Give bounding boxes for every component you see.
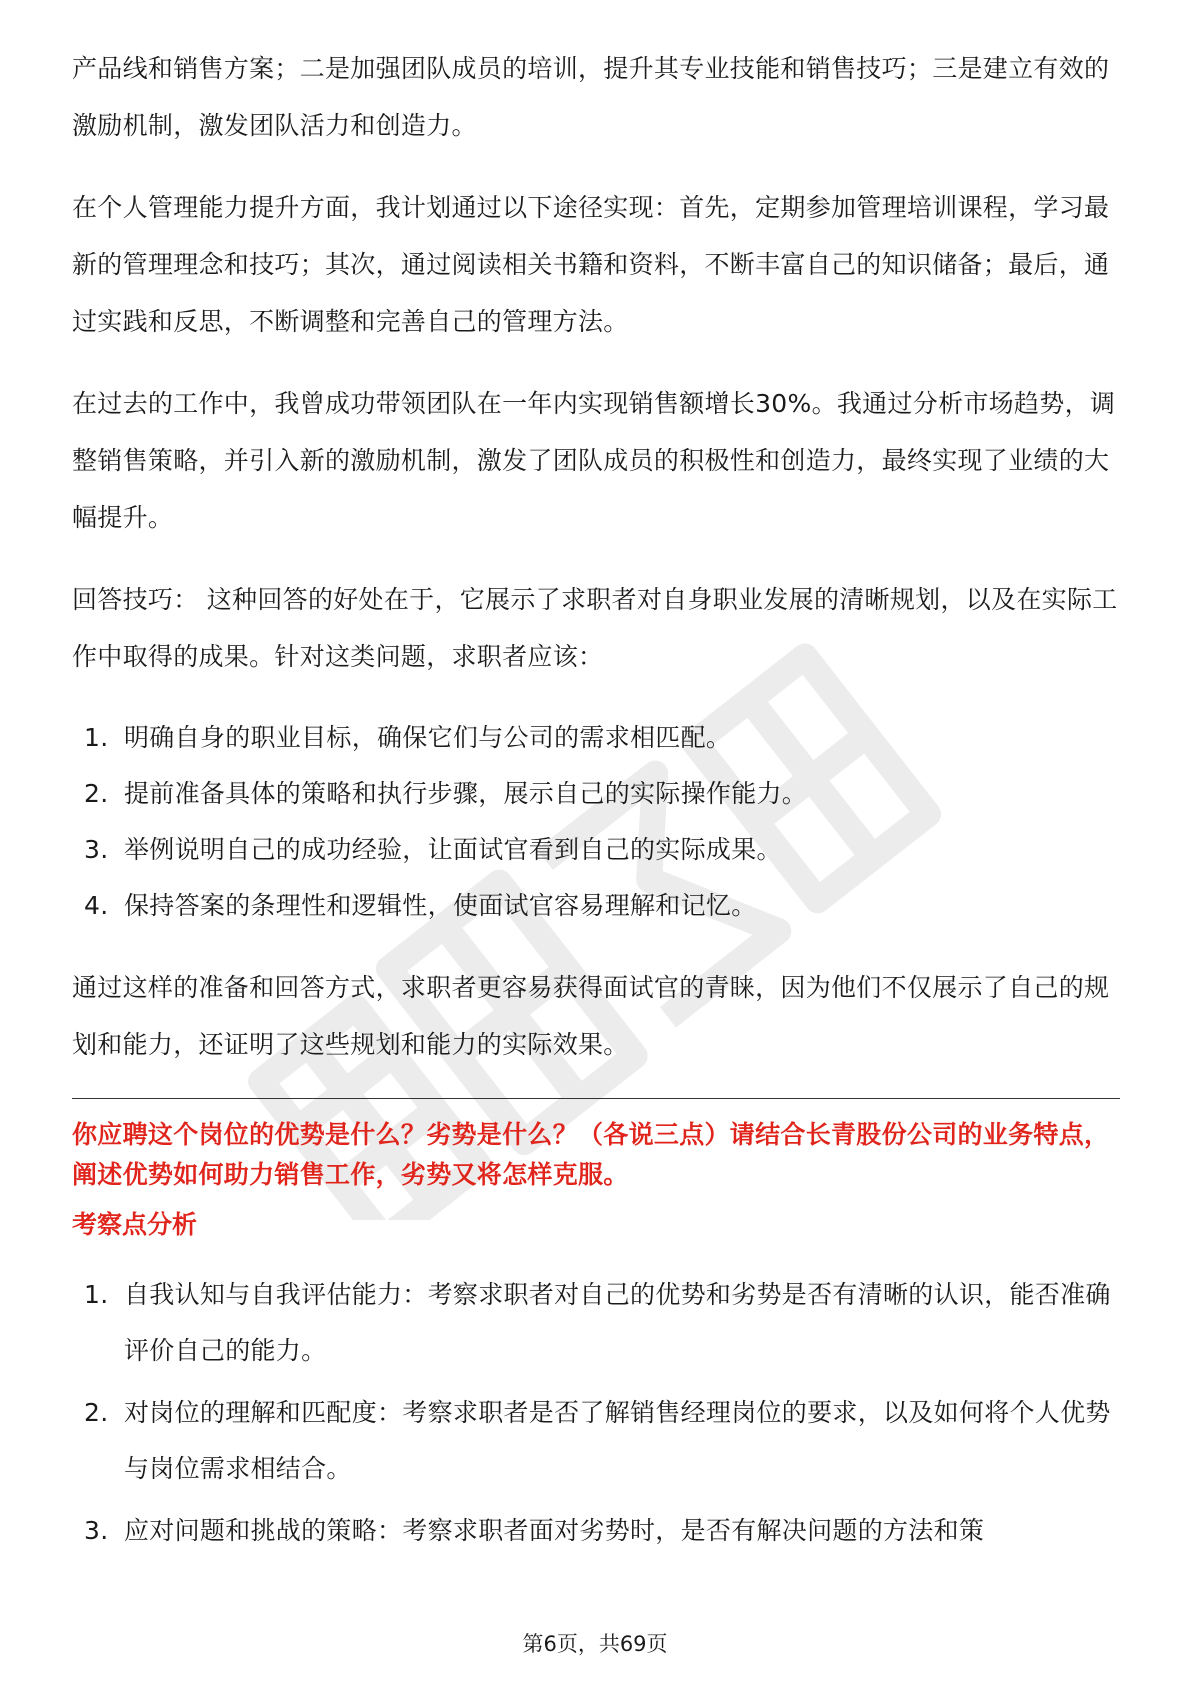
paragraph-answer-tips: 回答技巧： 这种回答的好处在于，它展示了求职者对自身职业发展的清晰规划，以及在实际工作中取得的成果。针对这类问题，求职者应该： xyxy=(72,585,1118,671)
paragraph-team-plan: 产品线和销售方案；二是加强团队成员的培训，提升其专业技能和销售技巧；三是建立有效的激励机制，激发团队活力和创造力。 xyxy=(72,54,1110,140)
document-page xyxy=(72,40,1120,1584)
list-item: 1. 明确自身的职业目标，确保它们与公司的需求相匹配。 xyxy=(84,723,732,752)
analysis-heading: 考察点分析 xyxy=(72,1210,198,1239)
list-item: 2. 对岗位的理解和匹配度：考察求职者是否了解销售经理岗位的要求，以及如何将个人优势与岗位需求相结合。 xyxy=(84,1398,1111,1483)
section-divider xyxy=(72,1098,1120,1099)
list-item: 4. 保持答案的条理性和逻辑性，使面试官容易理解和记忆。 xyxy=(84,891,757,920)
tips-list xyxy=(72,710,1120,934)
list-item: 1. 自我认知与自我评估能力：考察求职者对自己的优势和劣势是否有清晰的认识，能否准确评价自己的能力。 xyxy=(84,1280,1111,1365)
interview-question: 你应聘这个岗位的优势是什么？劣势是什么？（各说三点）请结合长青股份公司的业务特点，阐述优势如何助力销售工作，劣势又将怎样克服。 xyxy=(72,1120,1110,1189)
list-item: 2. 提前准备具体的策略和执行步骤，展示自己的实际操作能力。 xyxy=(84,779,808,808)
paragraph-management-skills: 在个人管理能力提升方面，我计划通过以下途径实现：首先，定期参加管理培训课程，学习最新的管理理念和技巧；其次，通过阅读相关书籍和资料，不断丰富自己的知识储备；最后，通过实践和反思，不断调整和完善自己的管理方法。 xyxy=(72,193,1110,336)
list-item: 3. 应对问题和挑战的策略：考察求职者面对劣势时，是否有解决问题的方法和策 xyxy=(84,1516,985,1545)
page-number-footer: 第6页，共69页 xyxy=(522,1632,668,1656)
paragraph-past-achievement: 在过去的工作中，我曾成功带领团队在一年内实现销售额增长30%。我通过分析市场趋势，调整销售策略，并引入新的激励机制，激发了团队成员的积极性和创造力，最终实现了业绩的大幅提升。 xyxy=(72,389,1116,532)
list-item: 3. 举例说明自己的成功经验，让面试官看到自己的实际成果。 xyxy=(84,835,782,864)
analysis-list xyxy=(72,1267,1120,1559)
paragraph-closing: 通过这样的准备和回答方式，求职者更容易获得面试官的青睐，因为他们不仅展示了自己的规划和能力，还证明了这些规划和能力的实际效果。 xyxy=(72,973,1110,1059)
